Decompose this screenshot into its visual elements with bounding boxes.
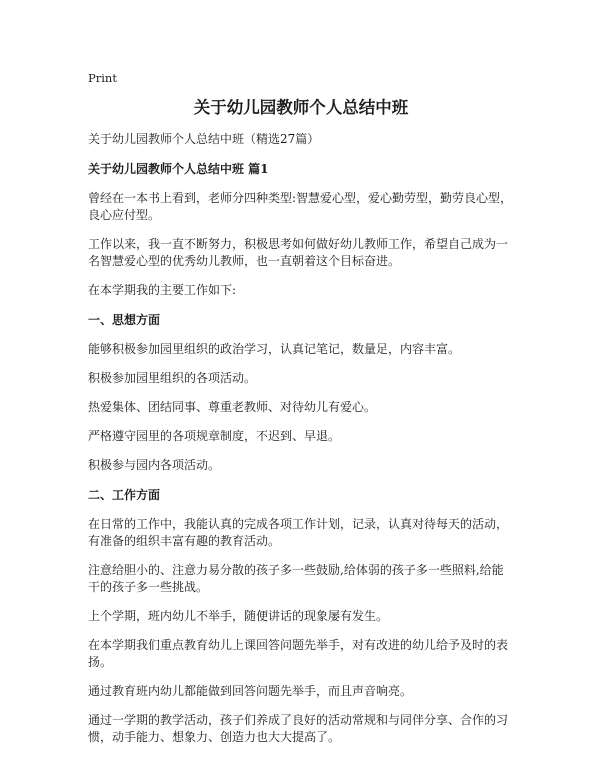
paragraph: 注意给胆小的、注意力易分散的孩子多一些鼓励,给体弱的孩子多一些照料,给能干的孩子多一些挑战。 [88,563,504,594]
paragraph: 积极参与园内各项活动。 [88,458,221,472]
paragraph: 工作以来，我一直不断努力，积极思考如何做好幼儿教师工作，希望自己成为一名智慧爱心型的优秀幼儿教师，也一直朝着这个目标奋进。 [88,237,509,268]
paragraph: 通过教育班内幼儿都能做到回答问题先举手，而且声音响亮。 [88,684,413,698]
print-label: Print [88,71,117,85]
paragraph: 能够积极参加园里组织的政治学习，认真记笔记，数量足，内容丰富。 [88,342,461,356]
document-subtitle: 关于幼儿园教师个人总结中班（精选27篇） [88,132,320,146]
paragraph: 积极参加园里组织的各项活动。 [88,371,257,385]
sub-heading-work: 二、工作方面 [88,488,161,502]
section-heading: 关于幼儿园教师个人总结中班 篇1 [88,162,269,176]
paragraph: 曾经在一本书上看到，老师分四种类型:智慧爱心型，爱心勤劳型，勤劳良心型，良心应付型。 [88,191,513,222]
paragraph: 在日常的工作中，我能认真的完成各项工作计划，记录，认真对待每天的活动，有准备的组织丰富有趣的教育活动。 [88,517,509,548]
paragraph: 热爱集体、团结同事、尊重老教师、对待幼儿有爱心。 [88,400,377,414]
paragraph: 严格遵守园里的各项规章制度，不迟到、早退。 [88,429,341,443]
paragraph: 通过一学期的教学活动，孩子们养成了良好的活动常规和与同伴分享、合作的习惯，动手能力、想象力、创造力也大大提高了。 [88,713,509,744]
paragraph: 在本学期我的主要工作如下: [88,283,237,297]
paragraph: 在本学期我们重点教育幼儿上课回答问题先举手，对有改进的幼儿给予及时的表扬。 [88,638,509,669]
sub-heading-thought: 一、思想方面 [88,313,161,327]
document-title: 关于幼儿园教师个人总结中班 [193,98,409,117]
paragraph: 上个学期，班内幼儿不举手，随便讲话的现象屡有发生。 [88,609,389,623]
